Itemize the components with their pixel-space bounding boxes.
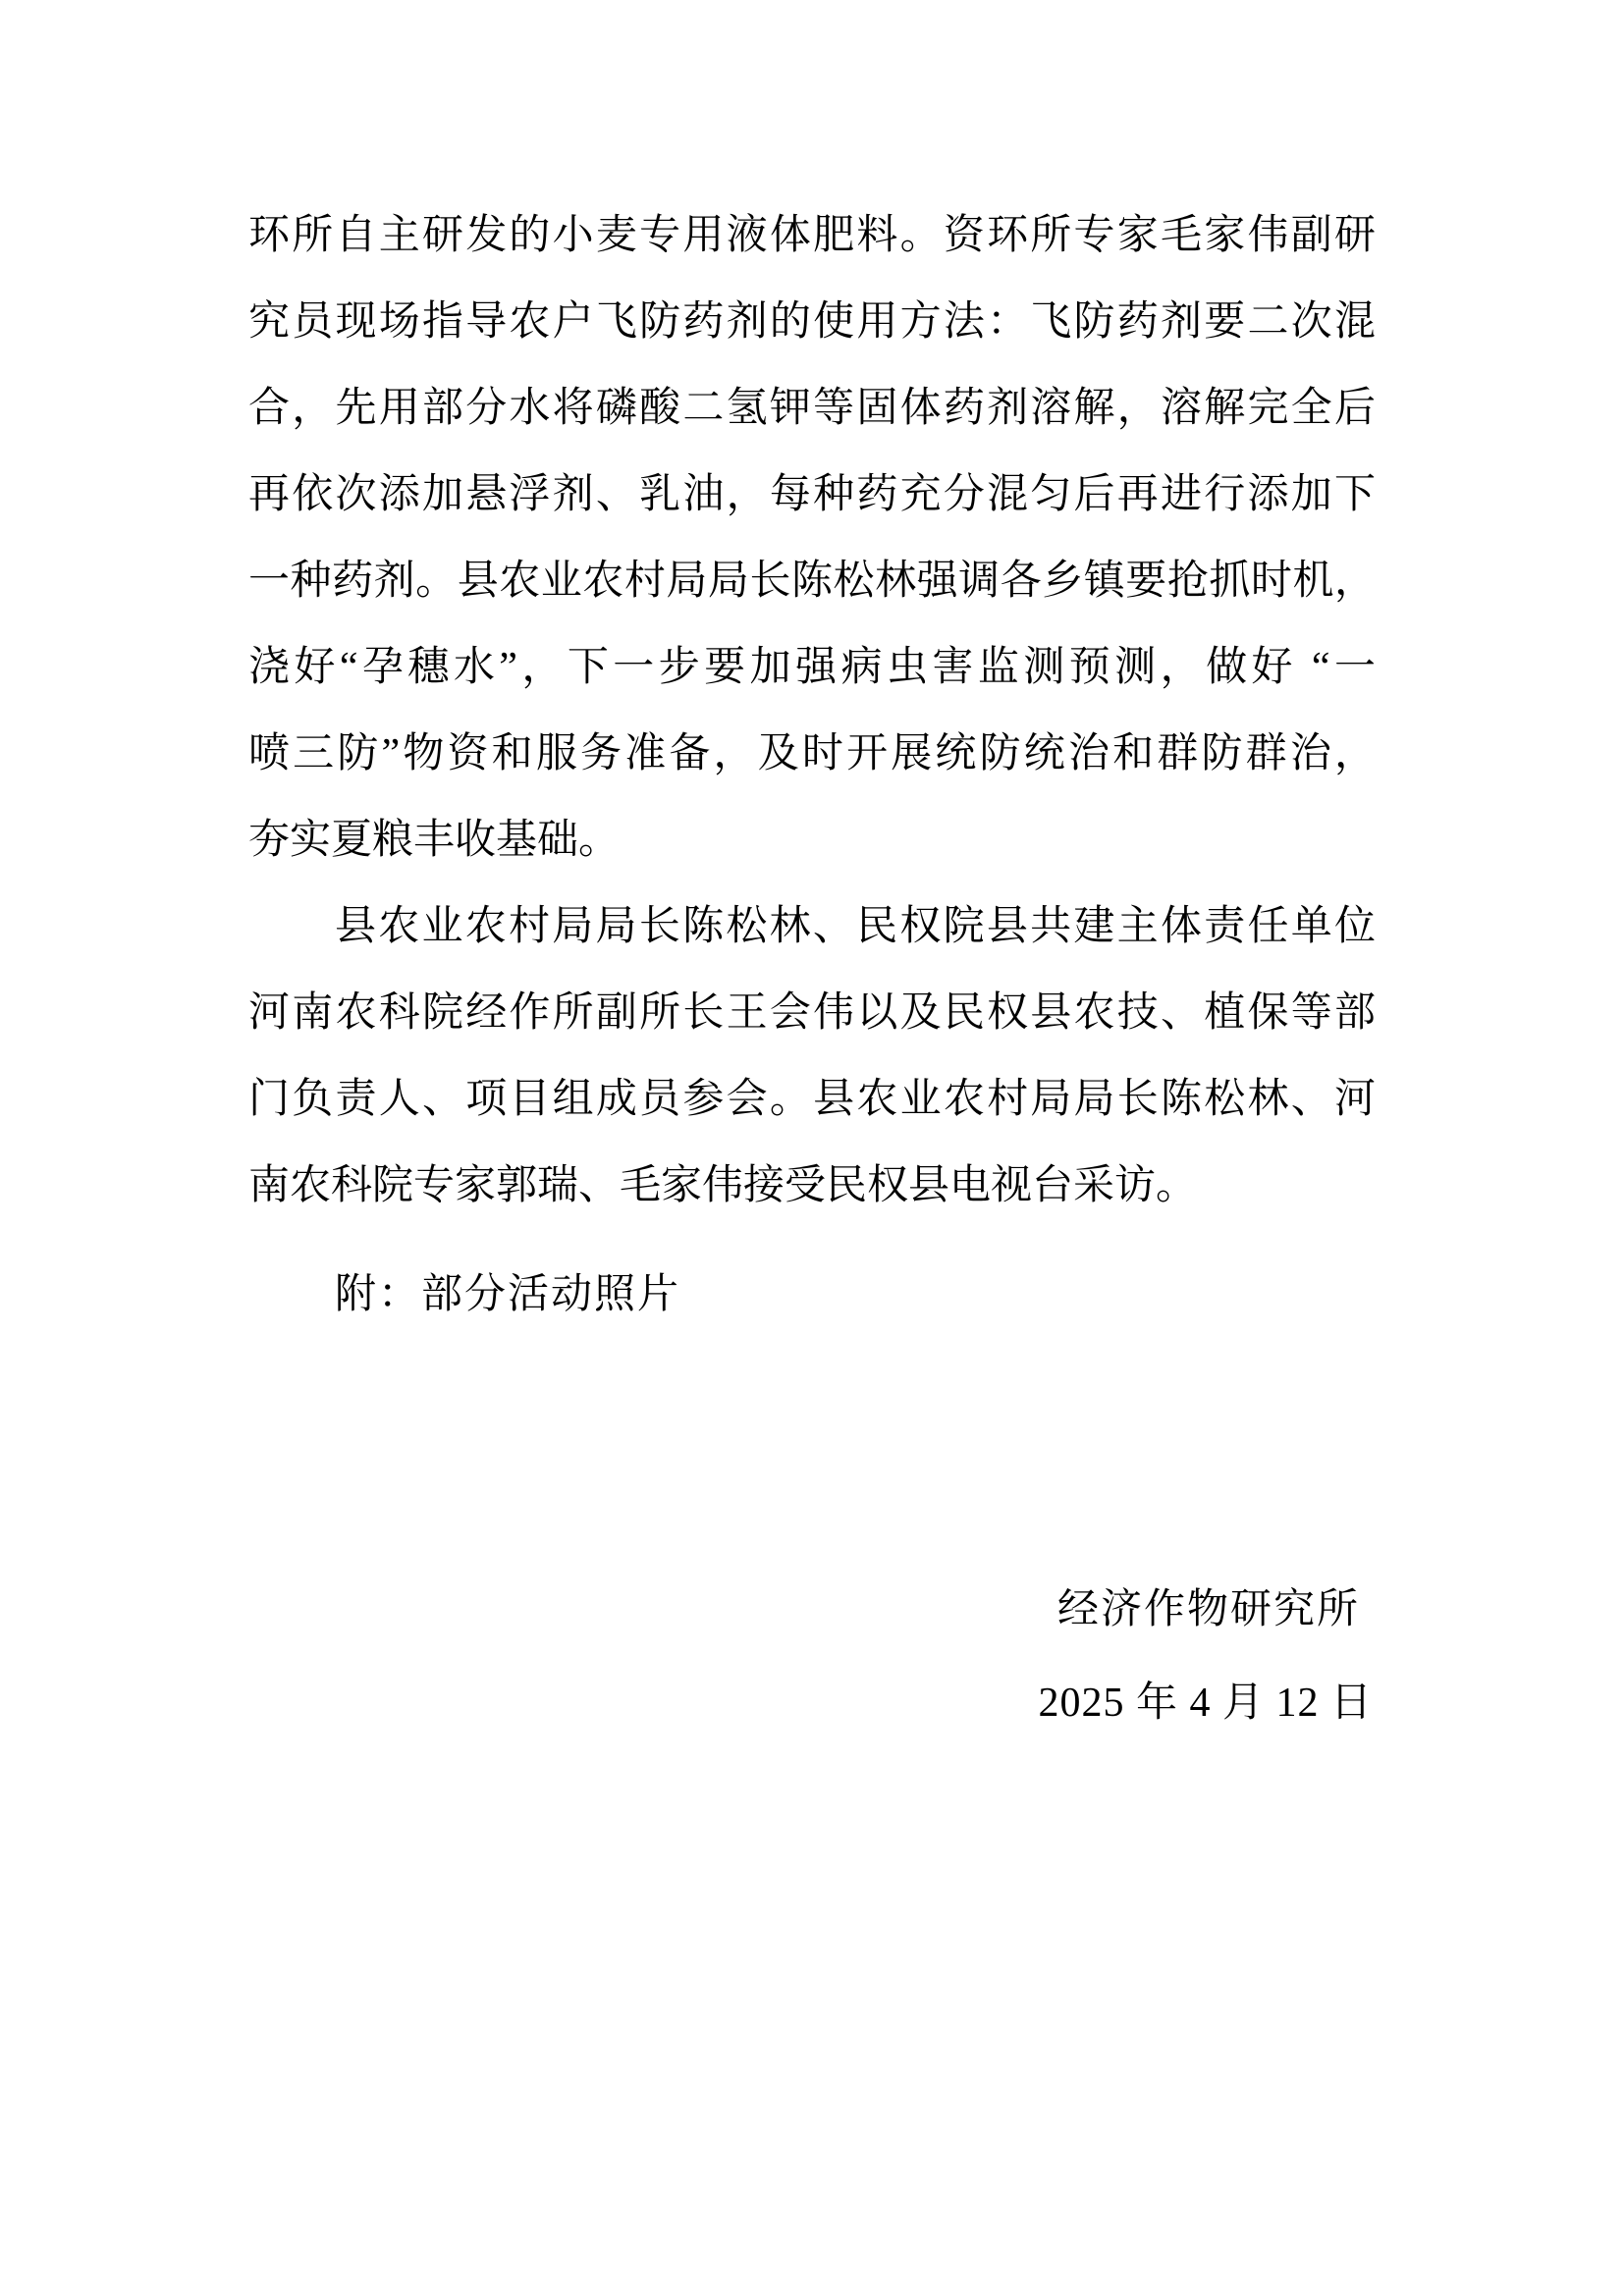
text-line: 环所自主研发的小麦专用液体肥料。资环所专家毛家伟副研 [248,213,1376,258]
date-line: 2025 年 4 月 12 日 [1038,1681,1373,1726]
signature-line: 经济作物研究所 [1056,1587,1360,1632]
text-line: 南农科院专家郭瑞、毛家伟接受民权县电视台采访。 [248,1163,1198,1208]
text-line: 究员现场指导农户飞防药剂的使用方法：飞防药剂要二次混 [248,299,1376,345]
text-line: 门负责人、项目组成员参会。县农业农村局局长陈松林、河 [248,1077,1376,1122]
attachment-note-line: 附：部分活动照片 [335,1272,681,1317]
text-line: 河南农科院经作所副所长王会伟以及民权县农技、植保等部 [248,990,1376,1036]
text-line: 一种药剂。县农业农村局局长陈松林强调各乡镇要抢抓时机， [248,559,1376,604]
text-line: 喷三防”物资和服务准备，及时开展统防统治和群防群治， [248,731,1376,776]
paragraph-body-text [248,192,1376,883]
text-line: 浇好“孕穗水”，下一步要加强病虫害监测预测，做好 “一 [248,645,1376,690]
text-line: 夯实夏粮丰收基础。 [248,818,621,863]
text-line: 合，先用部分水将磷酸二氢钾等固体药剂溶解，溶解完全后 [248,386,1376,431]
text-line: 再依次添加悬浮剂、乳油，每种药充分混匀后再进行添加下 [248,472,1376,517]
text-line: 县农业农村局局长陈松林、民权院县共建主体责任单位 [335,904,1376,949]
paragraph-attendees [248,883,1376,1229]
